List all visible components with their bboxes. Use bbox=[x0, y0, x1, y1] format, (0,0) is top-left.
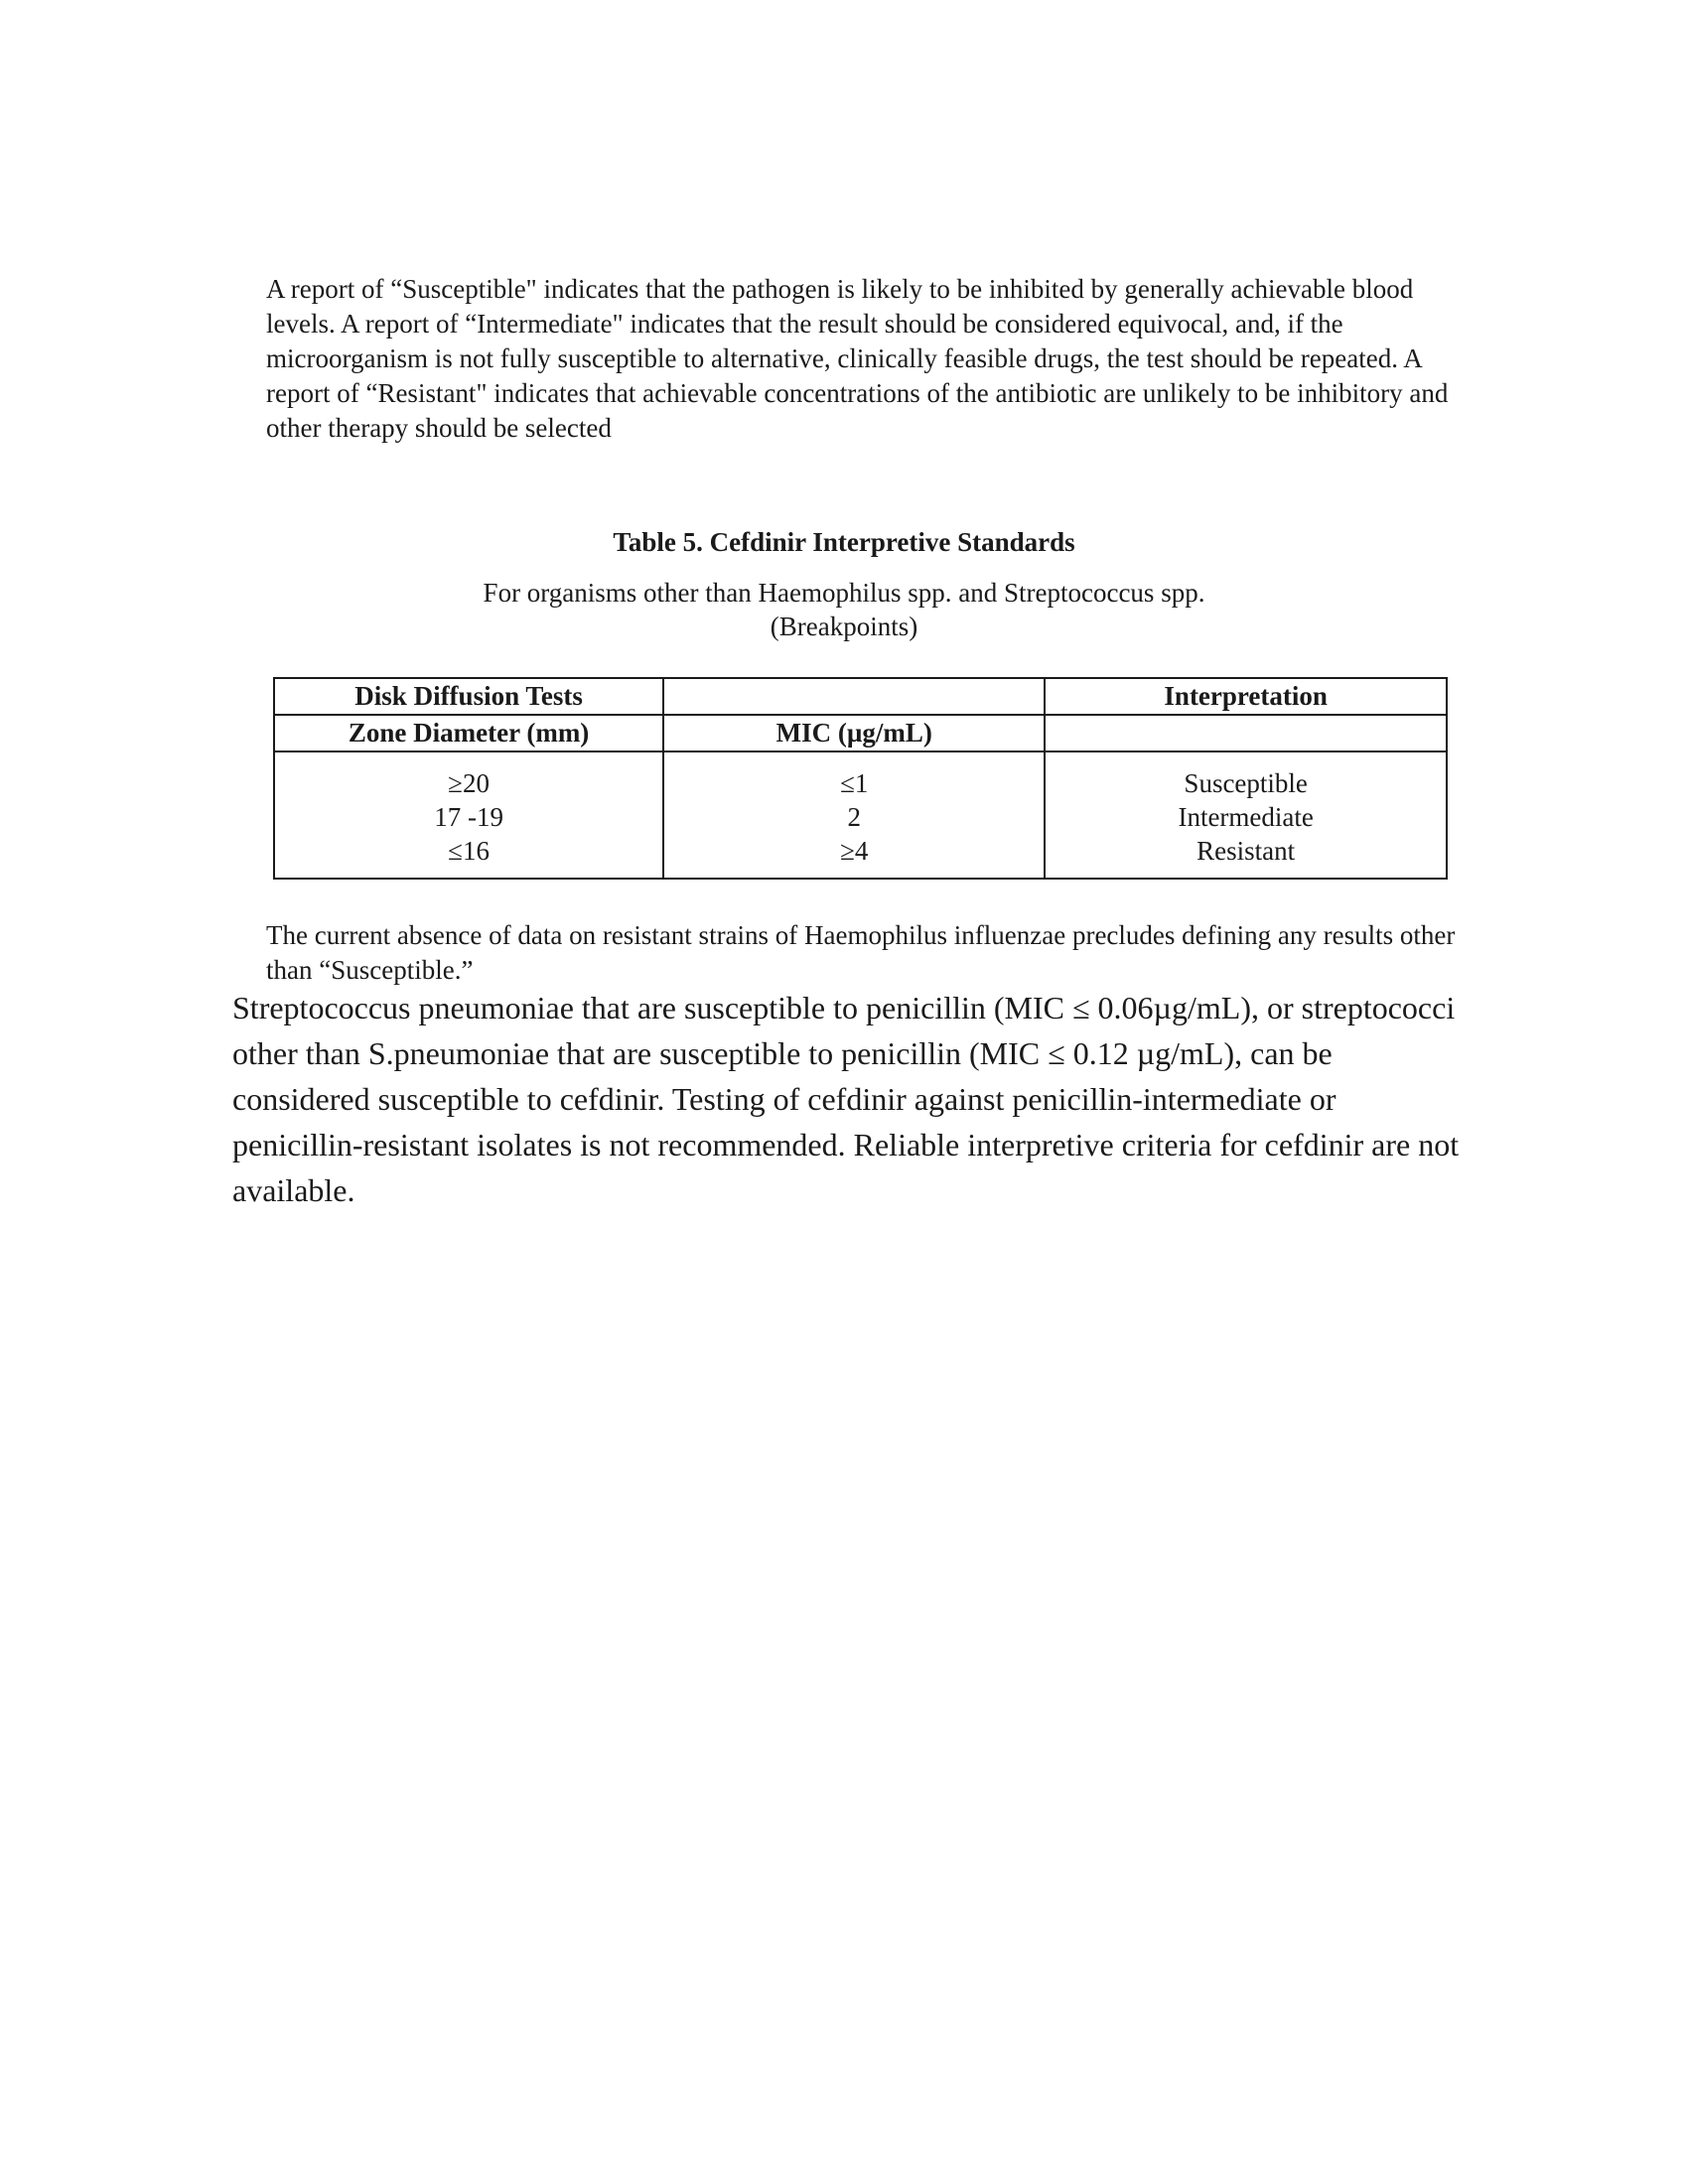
mic-cell bbox=[663, 751, 1045, 879]
table-header-row bbox=[274, 678, 1447, 715]
interpretation-value: Resistant bbox=[1196, 836, 1296, 866]
header-empty-2 bbox=[1045, 715, 1447, 751]
haemophilus-paragraph: The current absence of data on resistant strains of Haemophilus influenzae precludes defining any results other than “Susceptible.” bbox=[266, 920, 1456, 985]
table-subtitle-line2: (Breakpoints) bbox=[770, 612, 918, 641]
table-subtitle bbox=[0, 576, 1688, 643]
zone-diameter-cell bbox=[274, 751, 663, 879]
table-subtitle-line1: For organisms other than Haemophilus spp. and Streptococcus spp. bbox=[483, 578, 1205, 608]
zone-diameter-value: 17 -19 bbox=[434, 802, 503, 832]
mic-value: ≥4 bbox=[840, 836, 869, 866]
interpretation-value: Susceptible bbox=[1184, 768, 1308, 798]
table-subheader-row bbox=[274, 715, 1447, 751]
table-row bbox=[274, 751, 1447, 879]
mic-value: 2 bbox=[847, 802, 862, 832]
interpretation-cell bbox=[1045, 751, 1447, 879]
table-title: Table 5. Cefdinir Interpretive Standards bbox=[613, 527, 1075, 557]
header-zone-diameter: Zone Diameter (mm) bbox=[274, 715, 663, 751]
zone-diameter-value: ≥20 bbox=[448, 768, 490, 798]
mic-value: ≤1 bbox=[840, 768, 869, 798]
interpretation-paragraph: A report of “Susceptible" indicates that the pathogen is likely to be inhibited by generally achievable blood levels. A report of “Intermediate" indicates that the result should be considered equivocal, and, if the microorganism is not fully susceptible to alternative, clinically feasible drugs, the test should be repeated. A report of “Resistant" indicates that achievable concentrations of the antibiotic are unlikely to be inhibitory and other therapy should be selected bbox=[266, 274, 1449, 443]
header-mic: MIC (µg/mL) bbox=[663, 715, 1045, 751]
header-disk-diffusion: Disk Diffusion Tests bbox=[274, 678, 663, 715]
streptococcus-paragraph: Streptococcus pneumoniae that are susceptible to penicillin (MIC ≤ 0.06µg/mL), or streptococci other than S.pneumoniae that are susceptible to penicillin (MIC ≤ 0.12 µg/mL), can be considered susceptible to cefdinir. Testing of cefdinir against penicillin-intermediate or penicillin-resistant isolates is not recommended. Reliable interpretive criteria for cefdinir are not available. bbox=[232, 990, 1460, 1208]
header-interpretation: Interpretation bbox=[1045, 678, 1447, 715]
zone-diameter-value: ≤16 bbox=[448, 836, 490, 866]
header-empty bbox=[663, 678, 1045, 715]
interpretation-value: Intermediate bbox=[1178, 802, 1314, 832]
breakpoints-table bbox=[273, 677, 1448, 880]
